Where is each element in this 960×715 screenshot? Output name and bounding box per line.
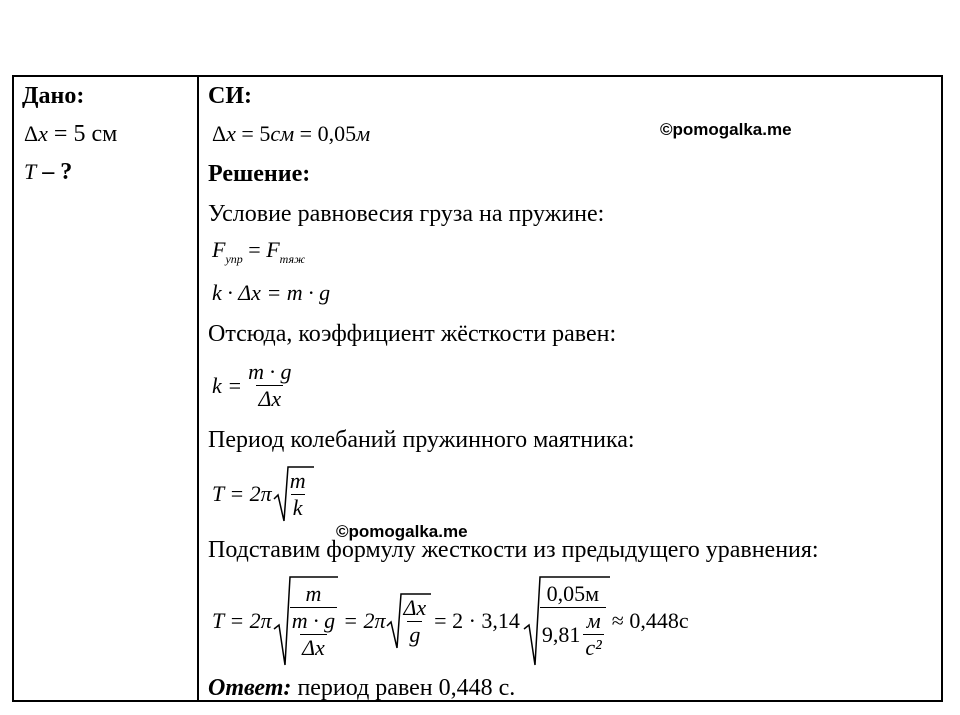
- t2-b-fraction: [401, 595, 428, 648]
- t2-result: ≈ 0,448c: [611, 608, 689, 633]
- f-upr-sub: упр: [225, 252, 243, 266]
- k-den: Δx: [258, 386, 282, 411]
- t2-outer-fraction: [290, 581, 337, 661]
- given-dx-var: x: [38, 121, 48, 146]
- given-dx: [24, 121, 117, 148]
- t2-outer-num: m: [305, 581, 322, 606]
- t-final-formula: [212, 575, 689, 667]
- si-conversion: [212, 121, 370, 147]
- solution-line1: [208, 201, 604, 228]
- t2-inner-fraction: [290, 608, 337, 661]
- t2-c-num: 0,05м: [546, 581, 600, 606]
- answer-label: Ответ:: [208, 675, 292, 701]
- solution-line3: Период колебаний пружинного маятника:: [208, 427, 635, 453]
- answer-line: [208, 675, 515, 702]
- t2-b-num: Δx: [403, 594, 427, 620]
- t-den: k: [292, 494, 303, 520]
- si-title: СИ:: [208, 83, 252, 109]
- t2-c-unit-den: c²: [585, 635, 602, 660]
- si-dx-symbol: Δ: [212, 121, 227, 146]
- t2-b-den: g: [409, 621, 421, 647]
- sqrt-icon: [387, 592, 401, 650]
- k-formula: [212, 359, 294, 412]
- si-eq: = 5: [235, 121, 271, 146]
- k-lhs: k =: [212, 372, 243, 398]
- answer-text: период равен 0,448 с.: [291, 675, 516, 701]
- force-balance-eq: $F_{упр} = F_{тяж}$: [212, 237, 306, 266]
- given-dx-symbol: Δ: [24, 121, 39, 146]
- given-dx-value: = 5 см: [47, 121, 118, 147]
- t2-inner-den: Δx: [302, 635, 325, 660]
- si-unit1: см: [270, 121, 295, 146]
- watermark-top: ©pomogalka.me: [660, 120, 792, 139]
- sqrt-icon: [524, 575, 540, 667]
- t2-c-den-value: 9,81: [541, 621, 581, 647]
- f-tyazh: F: [266, 237, 280, 262]
- t2-eq2: = 2π: [343, 608, 386, 633]
- si-eq2: = 0,05: [294, 121, 357, 146]
- t-formula: [212, 465, 308, 523]
- f-tyazh-sub: тяж: [279, 252, 306, 266]
- given-title: Дано:: [22, 83, 85, 109]
- given-unknown-rest: – ?: [36, 159, 73, 185]
- solution-line1-text: Условие равновесия груза на пружине:: [208, 201, 605, 227]
- si-unit2: м: [356, 121, 371, 146]
- watermark-middle: ©pomogalka.me: [336, 522, 468, 541]
- t2-c-fraction: [540, 581, 606, 661]
- sqrt-icon: [274, 465, 288, 523]
- si-dx-var: x: [226, 121, 236, 146]
- sqrt-icon: [274, 575, 290, 667]
- k-num: m · g: [248, 359, 292, 384]
- t-lhs: T = 2π: [212, 481, 272, 506]
- balance-eq: k · Δx = m · g: [212, 280, 331, 305]
- given-unknown-var: T: [24, 159, 37, 184]
- t-num: m: [289, 467, 306, 493]
- solution-line4: Подставим формулу жесткости из предыдущего уравнения:: [208, 537, 819, 563]
- t2-eq3: = 2 · 3,14: [434, 608, 520, 633]
- solution-table: [12, 75, 943, 702]
- t2-outer-den: [290, 607, 337, 661]
- solution-title: Решение:: [208, 161, 311, 187]
- given-unknown: [24, 159, 72, 186]
- solution-line2: Отсюда, коэффициент жёсткости равен:: [208, 321, 617, 347]
- t2-lhs: T = 2π: [212, 608, 272, 633]
- t2-inner-num: m · g: [291, 608, 336, 633]
- t2-c-unit-fraction: [583, 608, 603, 661]
- k-fraction: [246, 359, 293, 412]
- column-divider: [197, 77, 199, 700]
- t-fraction: [288, 468, 308, 521]
- t2-c-unit-num: м: [586, 608, 601, 633]
- f-upr: F: [212, 237, 226, 262]
- t2-c-den: [540, 607, 606, 661]
